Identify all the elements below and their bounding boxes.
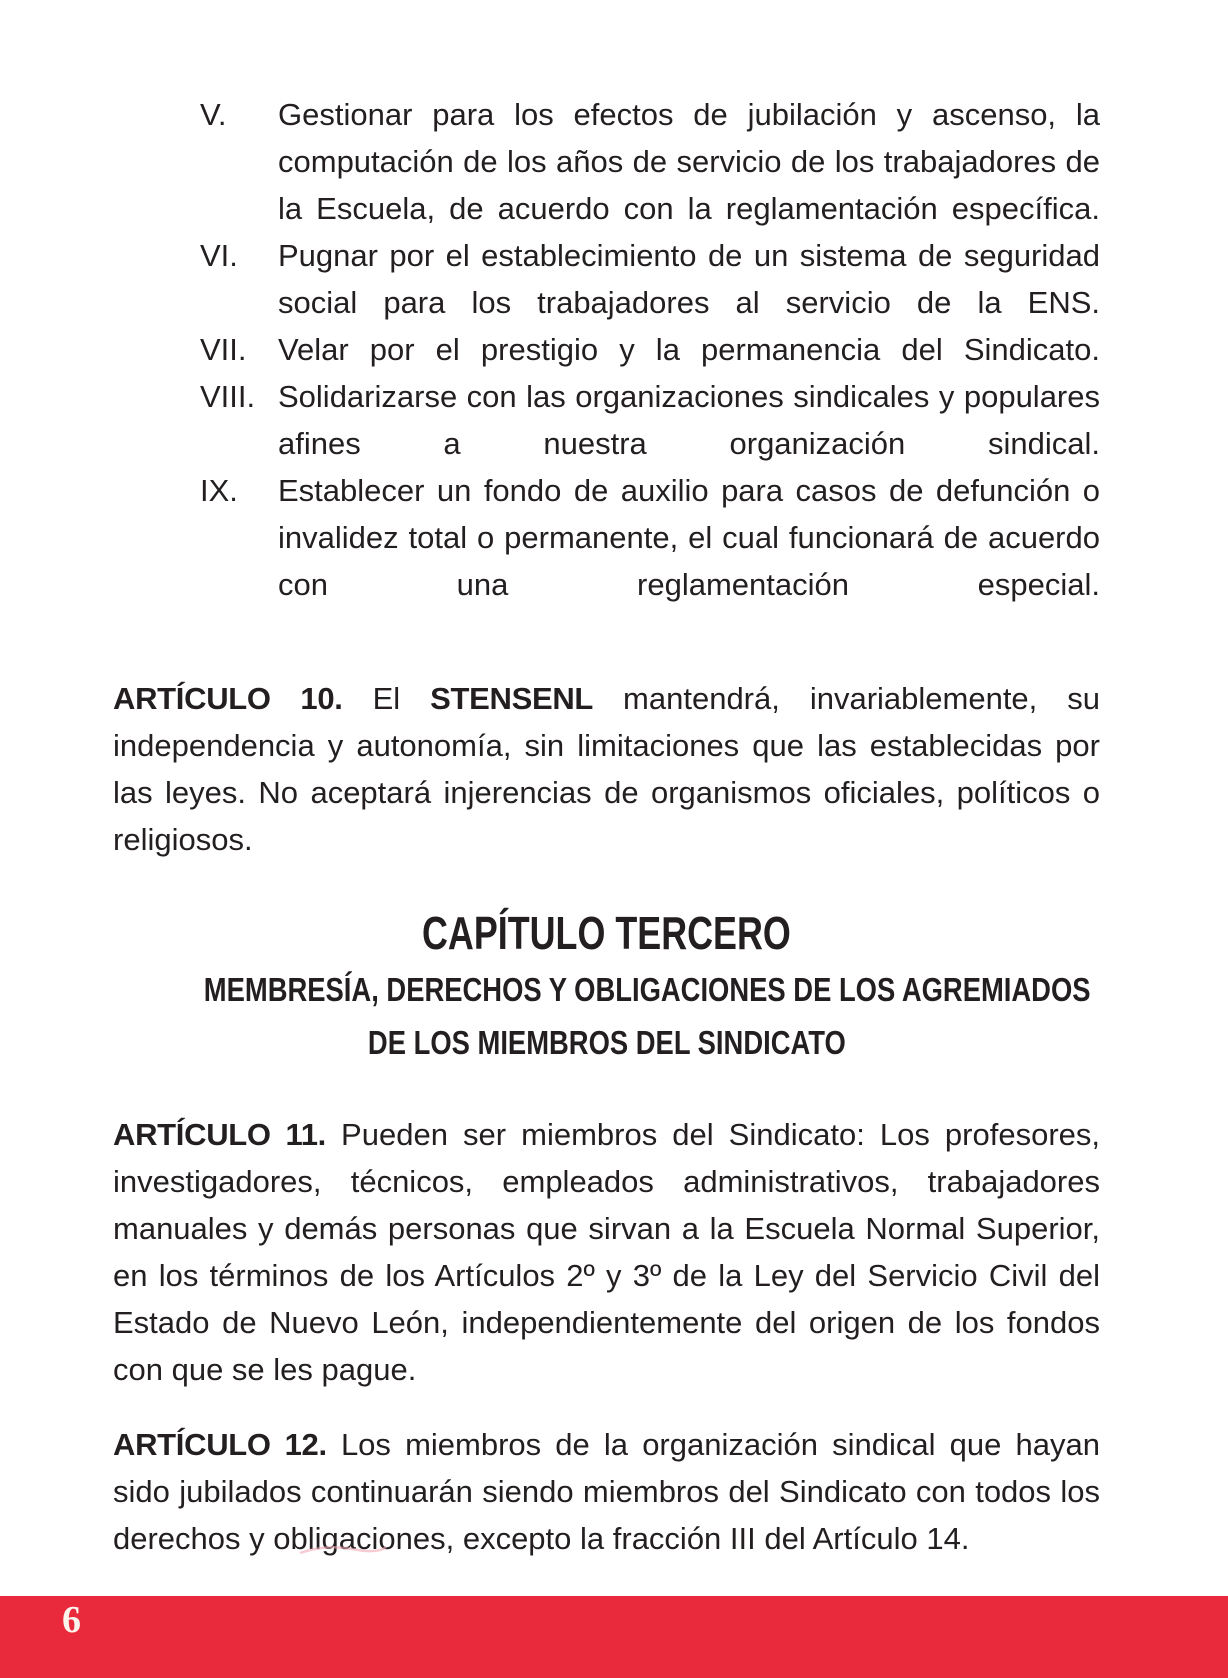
roman-list: [113, 91, 1100, 608]
page-content: [113, 0, 1100, 1562]
list-item-numeral: V.: [200, 97, 227, 132]
article-paragraph: [113, 1421, 1100, 1562]
article-label: ARTÍCULO 11.: [113, 1117, 326, 1152]
article-text: Los miembros de la organización sindical que hayan sido jubilados continuarán siendo miembros del Sindicato con todos los derechos y obligaciones, excepto la fracción III del Artículo 14.: [113, 1427, 1100, 1556]
chapter-title: [113, 906, 1100, 960]
list-item-text: Gestionar para los efectos de jubilación y ascenso, la computación de los años de servicio de los trabajadores de la Escuela, de acuerdo con la reglamentación específica.: [278, 97, 1100, 226]
footer-bar: [0, 1596, 1228, 1678]
article-label: ARTÍCULO 12.: [113, 1427, 327, 1462]
article-label: STENSENL: [430, 681, 594, 716]
list-item: [113, 232, 1100, 326]
chapter-subtitle-line-2: DE LOS MIEMBROS DEL SINDICATO: [367, 1024, 846, 1061]
list-item: [113, 373, 1100, 467]
article-text: mantendrá, invariablemente, su independencia y autonomía, sin limitaciones que las establecidas por las leyes. No aceptará injerencias de organismos oficiales, políticos o religiosos.: [113, 681, 1100, 857]
chapter-subtitle: [113, 963, 1100, 1069]
article-label: ARTÍCULO 10.: [113, 681, 343, 716]
scan-artifact: [298, 1543, 388, 1557]
chapter-title-text: CAPÍTULO TERCERO: [422, 907, 791, 959]
list-item-numeral: VII.: [200, 332, 247, 367]
chapter-subtitle-line-1: MEMBRESÍA, DERECHOS Y OBLIGACIONES DE LOS AGREMIADOS: [203, 971, 1091, 1008]
list-item: [113, 467, 1100, 608]
article-text: Pueden ser miembros del Sindicato: Los profesores, investigadores, técnicos, empleados administrativos, trabajadores manuales y demás personas que sirvan a la Escuela Normal Superior, en los términos de los Artículos 2º y 3º de la Ley del Servicio Civil del Estado de Nuevo León, independientemente del origen de los fondos con que se les pague.: [113, 1117, 1100, 1387]
list-item-text: Pugnar por el establecimiento de un sistema de seguridad social para los trabajadores al servicio de la ENS.: [278, 238, 1100, 320]
list-item-text: Establecer un fondo de auxilio para casos de defunción o invalidez total o permanente, el cual funcionará de acuerdo con una reglamentación especial.: [278, 473, 1100, 602]
list-item: [113, 326, 1100, 373]
list-item-numeral: IX.: [200, 473, 238, 508]
article-paragraph: [113, 675, 1100, 863]
list-item-numeral: VIII.: [200, 379, 256, 414]
page-number: 6: [62, 1599, 81, 1641]
list-item-text: Solidarizarse con las organizaciones sindicales y populares afines a nuestra organización sindical.: [278, 379, 1100, 461]
article-paragraph: [113, 1111, 1100, 1393]
list-item: [113, 91, 1100, 232]
list-item-text: Velar por el prestigio y la permanencia del Sindicato.: [278, 332, 1100, 367]
article-text: El: [342, 681, 431, 716]
list-item-numeral: VI.: [200, 238, 238, 273]
